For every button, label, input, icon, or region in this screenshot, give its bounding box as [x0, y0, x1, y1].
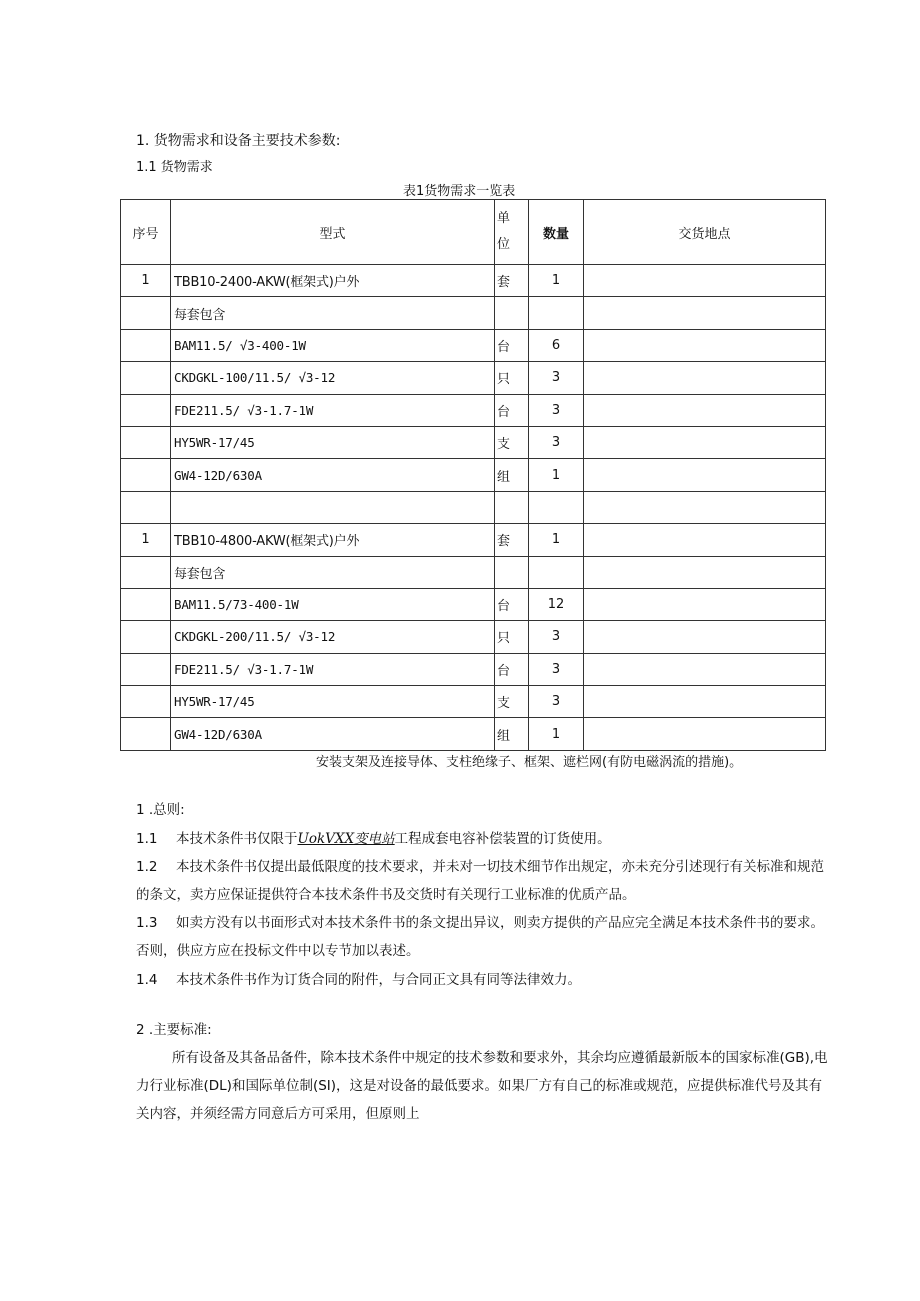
table-row — [121, 556, 826, 588]
cell-unit: 台 — [495, 588, 529, 620]
cell-place — [584, 426, 826, 458]
cell-no — [121, 621, 171, 653]
header-qty: 数量 — [529, 200, 584, 265]
cell-model: CKDGKL-100/11.5/ √3-12 — [171, 362, 495, 394]
table-row — [121, 588, 826, 620]
cell-no — [121, 362, 171, 394]
cell-unit: 套 — [495, 524, 529, 556]
table-row — [121, 329, 826, 361]
table-row — [121, 265, 826, 297]
cell-no — [121, 297, 171, 329]
cell-unit: 支 — [495, 686, 529, 718]
table-note: 安装支架及连接导体、支柱绝缘子、框架、遮栏网(有防电磁涡流的措施)。 — [316, 755, 743, 770]
cell-place — [584, 718, 826, 750]
header-model: 型式 — [171, 200, 495, 265]
cell-model: FDE211.5/ √3-1.7-1W — [171, 394, 495, 426]
section-heading-goods: 1. 货物需求和设备主要技术参数: — [136, 133, 341, 149]
table-row — [121, 394, 826, 426]
cell-qty: 3 — [529, 653, 584, 685]
clause-1-4 — [136, 966, 581, 994]
cell-place — [584, 329, 826, 361]
cell-qty — [529, 491, 584, 523]
cell-no — [121, 491, 171, 523]
header-place: 交货地点 — [584, 200, 826, 265]
cell-model: HY5WR-17/45 — [171, 686, 495, 718]
cell-place — [584, 362, 826, 394]
cell-qty: 3 — [529, 686, 584, 718]
table-caption: 表1货物需求一览表 — [403, 184, 516, 199]
cell-unit — [495, 556, 529, 588]
cell-no — [121, 459, 171, 491]
cell-qty: 1 — [529, 265, 584, 297]
cell-model: CKDGKL-200/11.5/ √3-12 — [171, 621, 495, 653]
cell-place — [584, 459, 826, 491]
cell-model — [171, 491, 495, 523]
table-row — [121, 459, 826, 491]
cell-qty — [529, 556, 584, 588]
cell-no — [121, 653, 171, 685]
goods-demand-table — [120, 199, 826, 751]
clause-number: 1.4 — [136, 972, 158, 988]
section-1-title: 1 .总则: — [136, 802, 185, 818]
header-unit-line2: 位 — [497, 237, 511, 252]
cell-unit: 只 — [495, 362, 529, 394]
table-row — [121, 362, 826, 394]
cell-model: BAM11.5/ √3-400-1W — [171, 329, 495, 361]
table-row — [121, 653, 826, 685]
cell-model: 每套包含 — [171, 297, 495, 329]
cell-unit: 台 — [495, 653, 529, 685]
cell-no — [121, 556, 171, 588]
table-row-empty — [121, 491, 826, 523]
cell-no — [121, 588, 171, 620]
cell-no — [121, 329, 171, 361]
cell-qty: 3 — [529, 394, 584, 426]
cell-qty: 1 — [529, 459, 584, 491]
cell-place — [584, 621, 826, 653]
cell-model: TBB10-4800-AKW(框架式)户外 — [171, 524, 495, 556]
clause-1-2 — [136, 853, 830, 909]
cell-model: GW4-12D/630A — [171, 459, 495, 491]
subsection-heading-goods-demand: 1.1 货物需求 — [136, 160, 213, 175]
cell-qty: 3 — [529, 621, 584, 653]
cell-model: FDE211.5/ √3-1.7-1W — [171, 653, 495, 685]
clause-number: 1.3 — [136, 915, 158, 931]
header-unit-line1: 单 — [497, 211, 511, 226]
clause-text: 本技术条件书仅提出最低限度的技术要求，并未对一切技术细节作出规定，亦未充分引述现行有关标准和规范的条文，卖方应保证提供符合本技术条件书及交货时有关现行工业标准的优质产品。 — [136, 859, 824, 903]
cell-no — [121, 394, 171, 426]
cell-no — [121, 426, 171, 458]
cell-qty: 3 — [529, 362, 584, 394]
clause-text: 本技术条件书作为订货合同的附件，与合同正文具有同等法律效力。 — [176, 972, 581, 988]
cell-no — [121, 686, 171, 718]
cell-model: TBB10-2400-AKW(框架式)户外 — [171, 265, 495, 297]
cell-place — [584, 491, 826, 523]
header-unit — [495, 200, 529, 265]
cell-no — [121, 718, 171, 750]
cell-qty: 1 — [529, 524, 584, 556]
clause-text: 如卖方没有以书面形式对本技术条件书的条文提出异议，则卖方提供的产品应完全满足本技术条件书的要求。否则，供应方应在投标文件中以专节加以表述。 — [136, 915, 824, 959]
clause-text-post: 工程成套电容补偿装置的订货使用。 — [394, 831, 611, 847]
cell-place — [584, 297, 826, 329]
substation-name: UokVXX变电站 — [297, 831, 395, 847]
header-no: 序号 — [121, 200, 171, 265]
section-2-body: 所有设备及其备品备件，除本技术条件中规定的技术参数和要求外，其余均应遵循最新版本的国家标准(GB),电力行业标准(DL)和国际单位制(SI)，这是对设备的最低要求。如果厂方有自己的标准或规范，应提供标准代号及其有关内容，并须经需方同意后方可采用，但原则上 — [136, 1050, 828, 1122]
cell-unit: 套 — [495, 265, 529, 297]
cell-unit — [495, 491, 529, 523]
cell-place — [584, 524, 826, 556]
cell-qty: 12 — [529, 588, 584, 620]
cell-qty — [529, 297, 584, 329]
table-row — [121, 524, 826, 556]
cell-model: GW4-12D/630A — [171, 718, 495, 750]
cell-unit: 组 — [495, 718, 529, 750]
section-2-title: 2 .主要标准: — [136, 1022, 212, 1038]
cell-model: BAM11.5/73-400-1W — [171, 588, 495, 620]
cell-model: HY5WR-17/45 — [171, 426, 495, 458]
table-row — [121, 621, 826, 653]
cell-qty: 3 — [529, 426, 584, 458]
clause-1-3 — [136, 909, 830, 965]
cell-qty: 1 — [529, 718, 584, 750]
cell-place — [584, 394, 826, 426]
cell-place — [584, 265, 826, 297]
cell-place — [584, 686, 826, 718]
cell-unit: 台 — [495, 329, 529, 361]
clause-1-1 — [136, 825, 611, 853]
cell-unit: 只 — [495, 621, 529, 653]
table-row — [121, 297, 826, 329]
cell-unit: 支 — [495, 426, 529, 458]
cell-unit — [495, 297, 529, 329]
table-header-row — [121, 200, 826, 265]
cell-no: 1 — [121, 265, 171, 297]
clause-number: 1.1 — [136, 831, 158, 847]
table-row — [121, 426, 826, 458]
cell-no: 1 — [121, 524, 171, 556]
cell-unit: 组 — [495, 459, 529, 491]
clause-number: 1.2 — [136, 859, 158, 875]
cell-model: 每套包含 — [171, 556, 495, 588]
table-row — [121, 718, 826, 750]
cell-place — [584, 588, 826, 620]
cell-unit: 台 — [495, 394, 529, 426]
cell-place — [584, 653, 826, 685]
cell-place — [584, 556, 826, 588]
clause-text-pre: 本技术条件书仅限于 — [176, 831, 298, 847]
cell-qty: 6 — [529, 329, 584, 361]
table-row — [121, 686, 826, 718]
